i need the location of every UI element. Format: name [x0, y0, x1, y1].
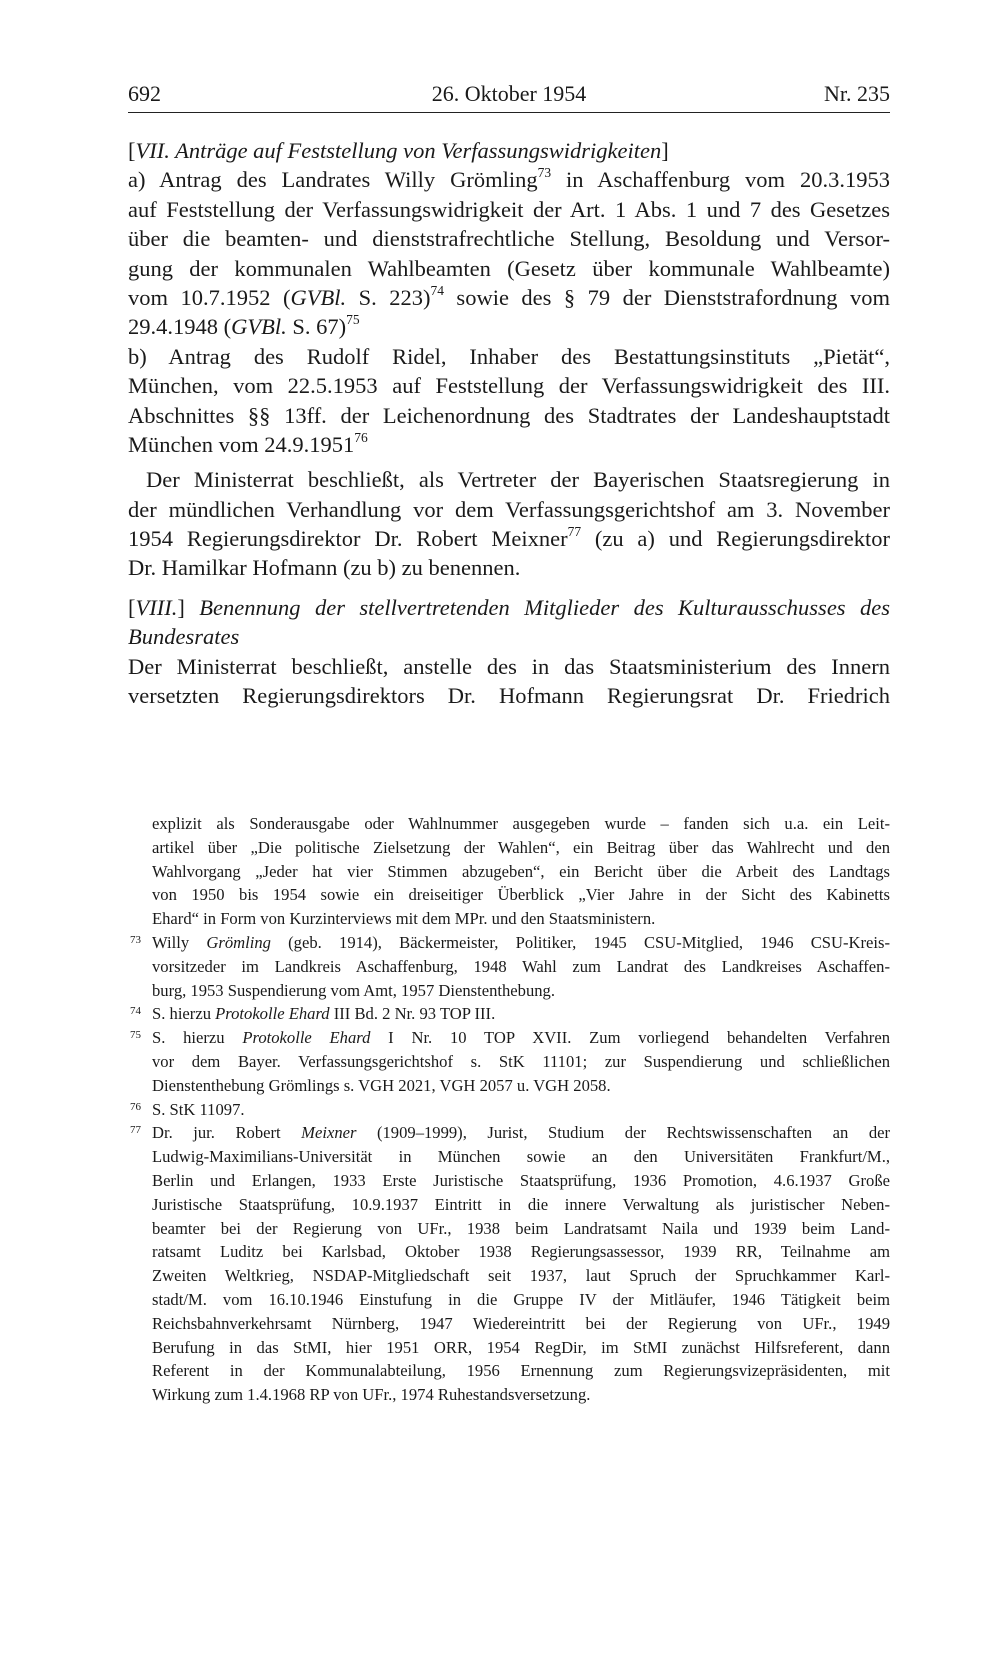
running-header	[128, 80, 890, 113]
decision-line: 1954 Regierungsdirektor Dr. Robert Meixner$^{77}$ (zu a) und Regierungsdirektor	[128, 523, 890, 552]
footnote-number: 77	[130, 1124, 141, 1137]
main-text	[128, 136, 890, 710]
footnote-76: 76 S. StK 11097.	[130, 1099, 245, 1119]
footnote-number: 73	[130, 933, 141, 946]
header-date: 26. Oktober 1954	[431, 81, 587, 106]
footnote-number: 74	[130, 1005, 141, 1018]
section-8-heading: [VIII.] Benennung der stellvertretenden Mitglieder des Kulturausschusses des	[128, 594, 890, 620]
footnote-ref-75[interactable]: 75	[346, 312, 360, 328]
item-a-line: über die beamten- und dienststrafrechtliche Stellung, Besoldung und Versor-	[128, 226, 890, 252]
decision-line: der mündlichen Verhandlung vor dem Verfassungsgerichtshof am 3. November	[128, 496, 890, 522]
footnote-number: 75	[130, 1029, 141, 1042]
footnote-continuation: explizit als Sonderausgabe oder Wahlnummer ausgegeben wurde – fanden sich u.a. ein Leit- artikel über „Die politische Zielsetzung der Wahlen“, ein Beitrag über das Wahlrecht und den Wahlvorgang „Jeder hat vier Stimmen abzugeben“, ein Bericht über die Arbeit des Landtags von 1950 bis 1954 sowie ein dreiseitiger Überblick „Vier Jahre in der Sicht des Kabinetts Ehard“ in Form von Kurzinterviews mit dem MPr. und den Staatsministern.	[152, 814, 890, 929]
item-b-line: Abschnittes §§ 13ff. der Leichenordnung des Stadtrates der Landeshauptstadt	[128, 402, 890, 428]
item-a-line: auf Feststellung der Verfassungswidrigkeit der Art. 1 Abs. 1 und 7 des Gesetzes	[128, 196, 890, 222]
item-b-line: b) Antrag des Rudolf Ridel, Inhaber des Bestattungsinstituts „Pietät“,	[128, 343, 890, 369]
footnote-73: 73 Willy Grömling (geb. 1914), Bäckermeister, Politiker, 1945 CSU-Mitglied, 1946 CSU-Kreis- vorsitzeder im Landkreis Aschaffenburg, 1948 Wahl zum Landrat des Landkreises Aschaffen- burg, 1953 Suspendierung vom Amt, 1957 Dienstenthebung.	[130, 932, 891, 1000]
item-a-line: 29.4.1948 (GVBl. S. 67)$^{75}$	[128, 312, 360, 340]
item-b-line: München vom 24.9.1951$^{76}$	[128, 429, 368, 457]
footnote-ref-73[interactable]: 73	[537, 165, 552, 181]
item-a-line: vom 10.7.1952 (GVBl. S. 223)$^{74}$ sowie des § 79 der Dienststrafordnung vom	[128, 282, 891, 310]
section-7-heading: [VII. Anträge auf Feststellung von Verfassungswidrigkeiten]	[128, 138, 669, 163]
decision-line: Der Ministerrat beschließt, als Vertreter der Bayerischen Staatsregierung in	[146, 467, 890, 493]
footnotes	[128, 812, 890, 1407]
item-a-line: a) Antrag des Landrates Willy Grömling$^{73}$ in Aschaffenburg vom 20.3.1953	[128, 165, 891, 193]
header-issue-number: Nr. 235	[824, 81, 890, 106]
footnote-ref-74[interactable]: 74	[430, 282, 444, 298]
footnote-ref-77[interactable]: 77	[567, 523, 582, 539]
footnote-74: 74 S. hierzu Protokolle Ehard III Bd. 2 Nr. 93 TOP III.	[130, 1004, 496, 1024]
section-8-heading: Bundesrates	[128, 624, 240, 650]
footnote-77: 77 Dr. jur. Robert Meixner (1909–1999), Jurist, Studium der Rechtswissenschaften an der Ludwig-Maximilians-Universität in München sowie an den Universitäten Frankfurt/M., Berlin und Erlangen, 1933 Erste Juristische Staatsprüfung, 1936 Promotion, 4.6.1937 Große Juristische Staatsprüfung, 10.9.1937 Eintritt in die innere Verwaltung als juristischer Neben- beamter bei der Regierung von UFr., 1938 beim Landratsamt Naila und 1939 beim Land- ratsamt Luditz bei Karlsbad, Oktober 1938 Regierungsassessor, 1939 RR, Teilnahme am Zweiten Weltkrieg, NSDAP-Mitgliedschaft seit 1937, laut Spruch der Spruchkammer Karl- stadt/M. vom 16.10.1946 Einstufung in die Gruppe IV der Mitläufer, 1946 Tätigkeit beim Reichsbahnverkehrsamt Nürnberg, 1947 Wiedereintritt bei der Regierung von UFr., 1949 Berufung in das StMI, hier 1951 ORR, 1954 RegDir, im StMI zunächst Hilfsreferent, dann Referent in der Kommunalabteilung, 1956 Ernennung zum Regierungsvizepräsidenten, mit Wirkung zum 1.4.1968 RP von UFr., 1974 Ruhestandsversetzung.	[130, 1123, 891, 1405]
page-number: 692	[128, 81, 161, 106]
footnote-ref-76[interactable]: 76	[354, 429, 368, 445]
section-8-body-line: Der Ministerrat beschließt, anstelle des in das Staatsministerium des Innern	[128, 653, 890, 679]
item-b-line: München, vom 22.5.1953 auf Feststellung der Verfassungswidrigkeit des III.	[128, 373, 890, 399]
footnote-number: 76	[130, 1100, 141, 1113]
section-8-body-line: versetzten Regierungsdirektors Dr. Hofmann Regierungsrat Dr. Friedrich	[128, 683, 890, 709]
decision-line: Dr. Hamilkar Hofmann (zu b) zu benennen.	[128, 555, 521, 581]
item-a-line: gung der kommunalen Wahlbeamten (Gesetz über kommunale Wahlbeamte)	[128, 255, 890, 281]
footnote-75: 75 S. hierzu Protokolle Ehard I Nr. 10 TOP XVII. Zum vorliegend behandelten Verfahren vor dem Bayer. Verfassungsgerichtshof s. StK 11101; zur Suspendierung und schließlichen Dienstenthebung Grömlings s. VGH 2021, VGH 2057 u. VGH 2058.	[130, 1028, 890, 1095]
